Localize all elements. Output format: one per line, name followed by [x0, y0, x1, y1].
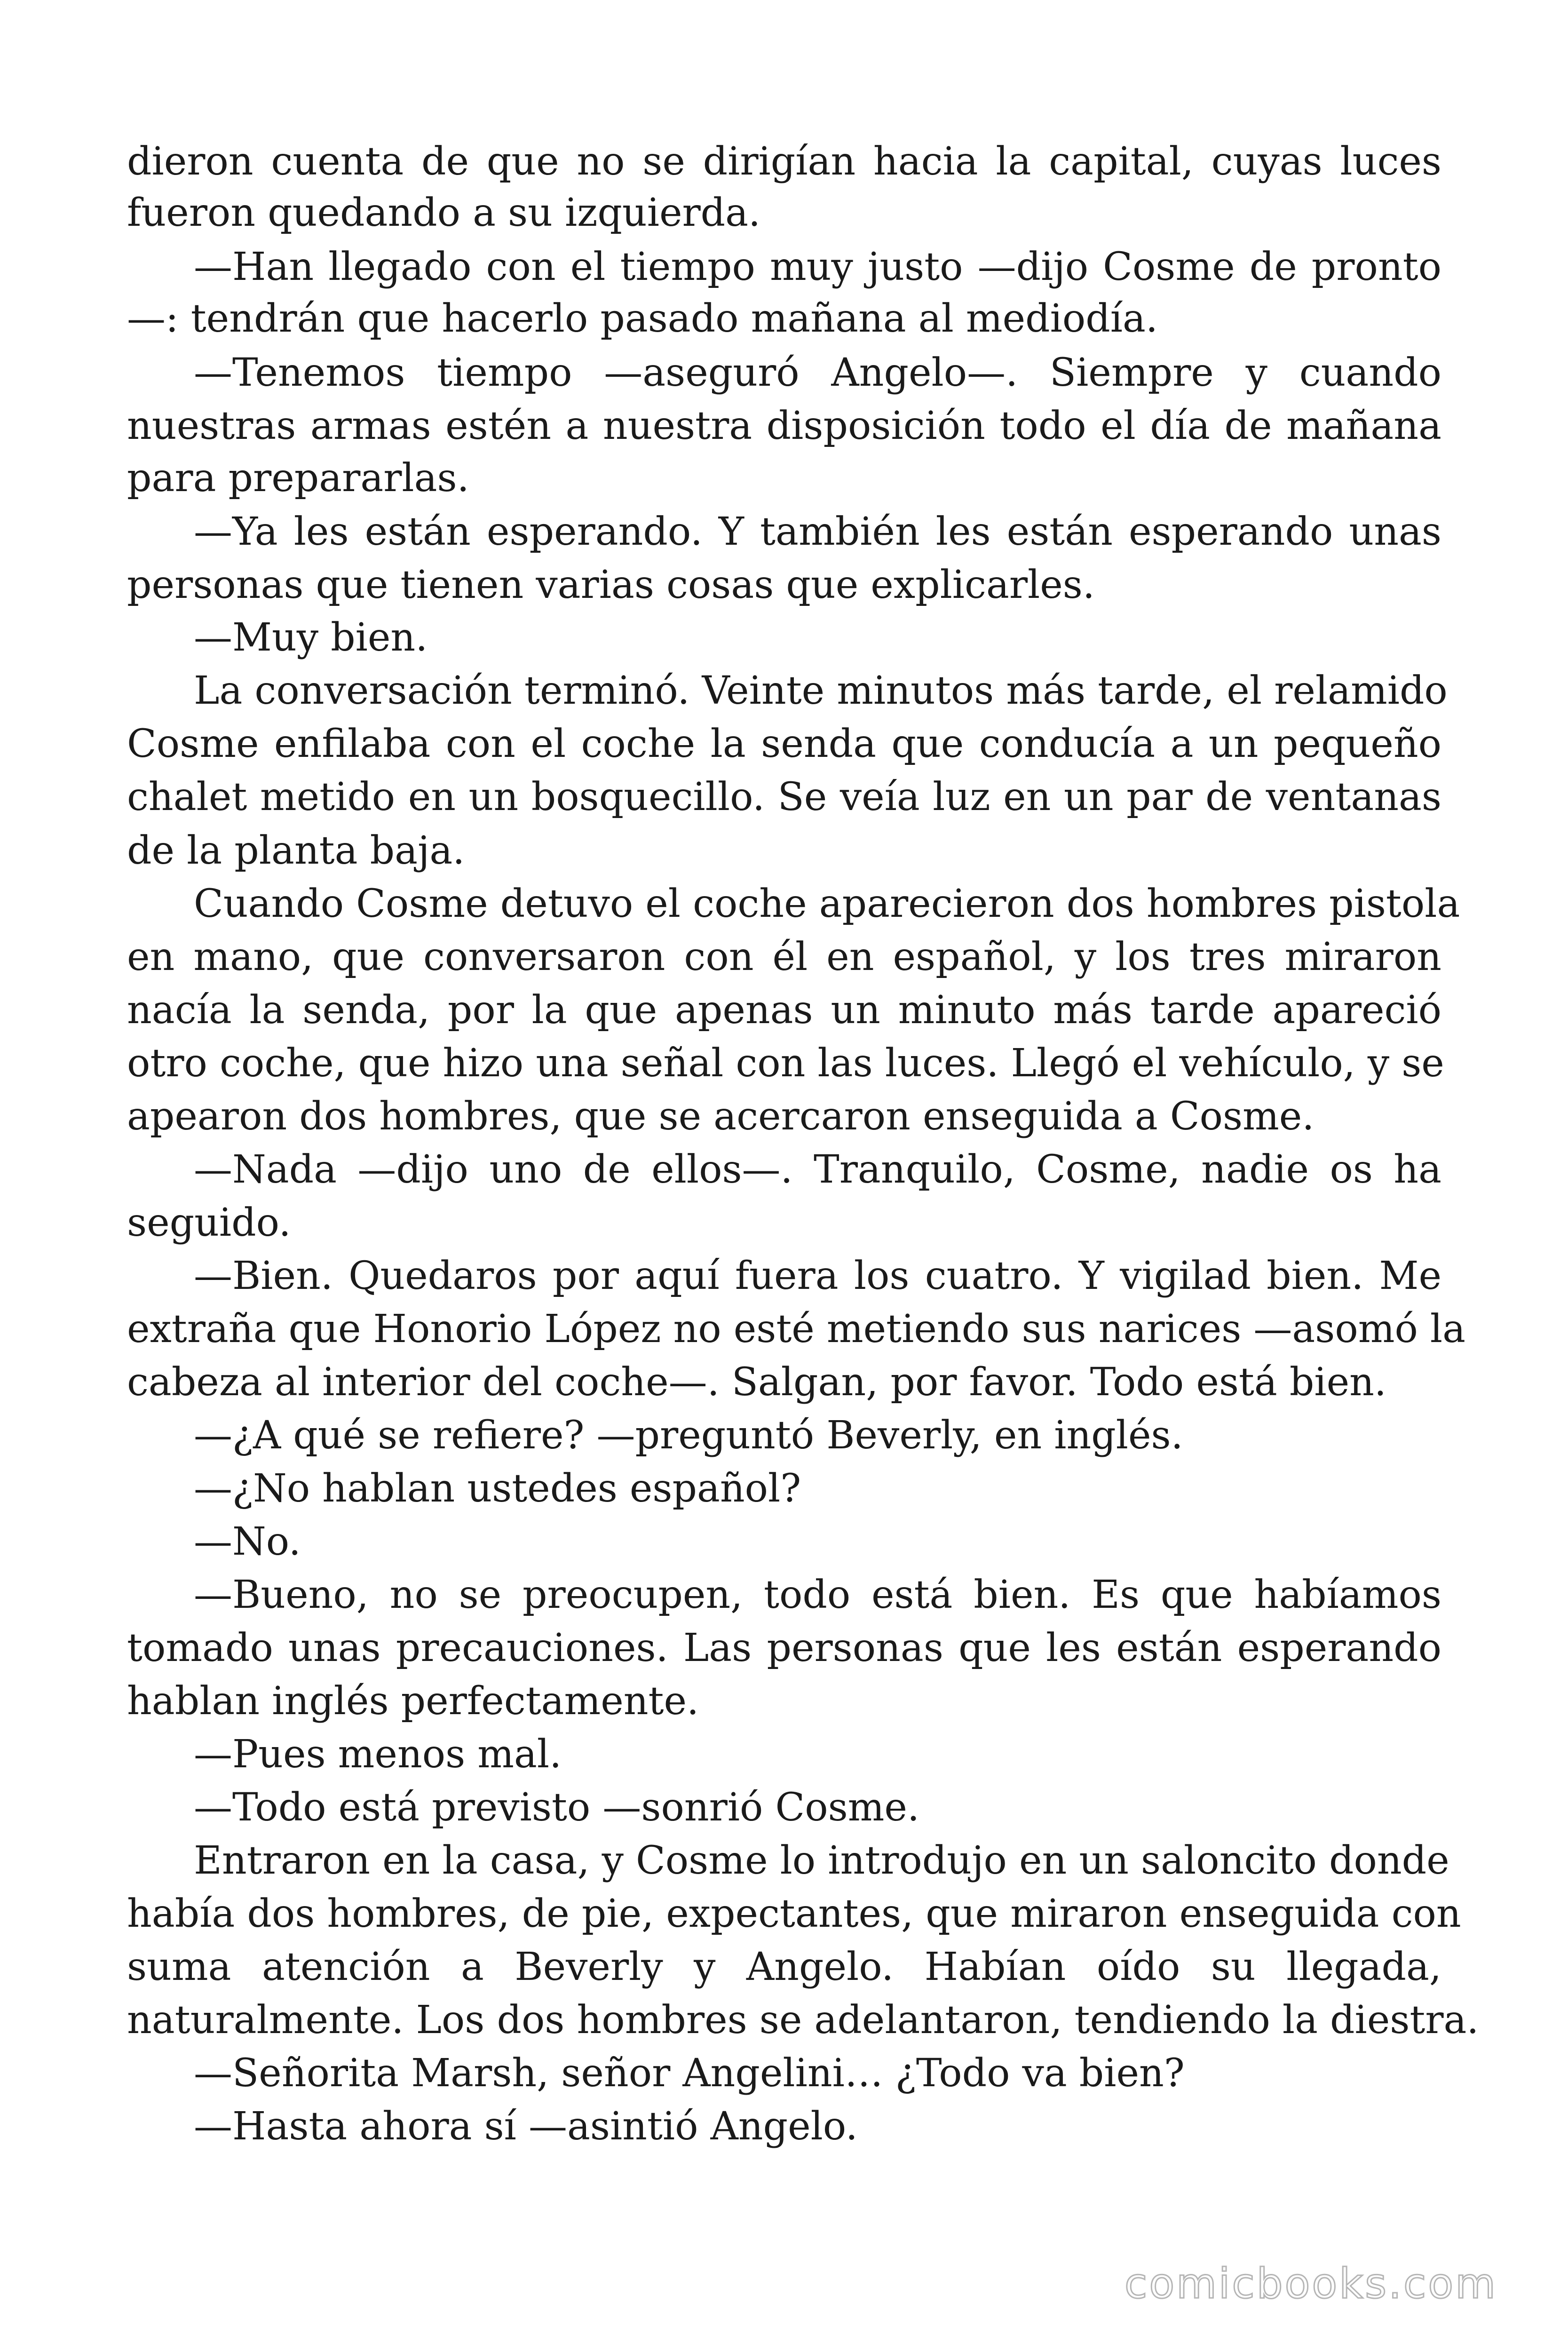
text-line: para prepararlas. — [127, 456, 469, 501]
text-line: —Nada —dijo uno de ellos—. Tranquilo, Cosme, nadie os ha — [194, 1147, 1441, 1192]
text-line: extraña que Honorio López no esté metiendo sus narices —asomó la — [127, 1307, 1466, 1351]
text-line: —¿No hablan ustedes español? — [194, 1466, 801, 1511]
text-line: —Muy bien. — [194, 615, 428, 660]
watermark: comicbooks.com — [1124, 2259, 1497, 2308]
text-line: tomado unas precauciones. Las personas que les están esperando — [127, 1626, 1441, 1670]
text-line: suma atención a Beverly y Angelo. Habían oído su llegada, — [127, 1945, 1441, 1989]
text-line: —Pues menos mal. — [194, 1732, 562, 1777]
text-line: en mano, que conversaron con él en español, y los tres miraron — [127, 935, 1441, 979]
text-line: nacía la senda, por la que apenas un minuto más tarde apareció — [127, 988, 1441, 1033]
text-line: Cuando Cosme detuvo el coche aparecieron dos hombres pistola — [194, 882, 1460, 926]
text-line: nuestras armas estén a nuestra disposición todo el día de mañana — [127, 404, 1441, 448]
text-line: —Señorita Marsh, señor Angelini… ¿Todo va bien? — [194, 2051, 1185, 2096]
text-line: fueron quedando a su izquierda. — [127, 191, 761, 235]
text-line: apearon dos hombres, que se acercaron enseguida a Cosme. — [127, 1094, 1315, 1139]
text-line: —Hasta ahora sí —asintió Angelo. — [194, 2104, 858, 2149]
text-line: dieron cuenta de que no se dirigían hacia la capital, cuyas luces — [127, 139, 1441, 184]
text-line: naturalmente. Los dos hombres se adelantaron, tendiendo la diestra. — [127, 1998, 1479, 2042]
text-line: La conversación terminó. Veinte minutos más tarde, el relamido — [194, 668, 1448, 713]
text-line: Entraron en la casa, y Cosme lo introdujo en un saloncito donde — [194, 1838, 1449, 1883]
text-line: —: tendrán que hacerlo pasado mañana al mediodía. — [127, 296, 1158, 341]
text-line: —Tenemos tiempo —aseguró Angelo—. Siempre y cuando — [194, 350, 1441, 395]
text-line: personas que tienen varias cosas que explicarles. — [127, 563, 1095, 607]
text-line: otro coche, que hizo una señal con las luces. Llegó el vehículo, y se — [127, 1041, 1444, 1086]
text-line: —Todo está previsto —sonrió Cosme. — [194, 1785, 920, 1830]
text-line: de la planta baja. — [127, 828, 465, 873]
text-line: Cosme enfilaba con el coche la senda que conducía a un pequeño — [127, 722, 1441, 766]
text-line: —Ya les están esperando. Y también les están esperando unas — [194, 509, 1441, 554]
text-line: —Han llegado con el tiempo muy justo —dijo Cosme de pronto — [194, 245, 1441, 289]
text-line: seguido. — [127, 1200, 291, 1245]
text-line: cabeza al interior del coche—. Salgan, por favor. Todo está bien. — [127, 1360, 1386, 1405]
text-line: hablan inglés perfectamente. — [127, 1679, 699, 1724]
text-line: —Bueno, no se preocupen, todo está bien. Es que habíamos — [194, 1573, 1441, 1617]
text-line: chalet metido en un bosquecillo. Se veía luz en un par de ventanas — [127, 775, 1441, 819]
text-line: —Bien. Quedaros por aquí fuera los cuatro. Y vigilad bien. Me — [194, 1254, 1441, 1298]
text-line: —¿A qué se refiere? —preguntó Beverly, en inglés. — [194, 1413, 1183, 1458]
text-line: había dos hombres, de pie, expectantes, que miraron enseguida con — [127, 1891, 1461, 1936]
text-line: —No. — [194, 1519, 301, 1564]
